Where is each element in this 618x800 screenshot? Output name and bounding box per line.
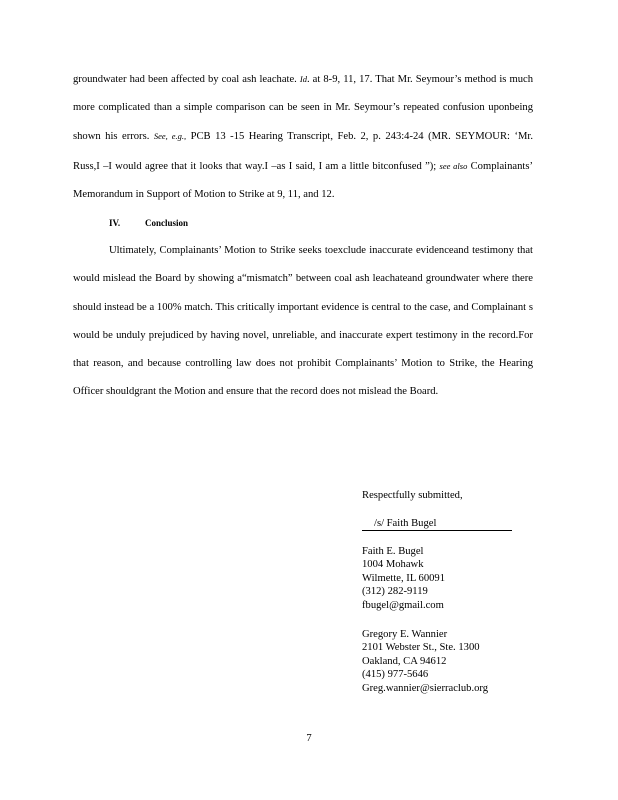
attorney-1-name: Faith E. Bugel — [362, 546, 424, 557]
section-number: IV. — [109, 218, 121, 229]
see-signal: See, e.g., — [153, 131, 187, 142]
attorney-2-name: Gregory E. Wannier — [362, 629, 448, 640]
attorney-2-email: Greg.wannier@sierraclub.org — [362, 682, 489, 694]
attorney-2-street: 2101 Webster St., Ste. 1300 — [362, 642, 480, 654]
signature-line: /s/ Faith Bugel — [362, 517, 512, 531]
attorney-1-street: 1004 Mohawk — [362, 559, 424, 571]
paragraph-1-text-c: PCB 13 -15 Hearing Transcript, Feb. 2, p. 243:4-24 (MR. SEYMOUR: ‘Mr. Russ,I –I would agree that it looks that way.I –as I said, I am a little bitconfused ”); — [73, 131, 533, 172]
page-number: 7 — [306, 733, 312, 744]
closing: Respectfully submitted, — [362, 490, 463, 501]
section-heading — [73, 209, 533, 237]
attorney-1-block — [362, 545, 445, 612]
id-citation: Id — [299, 74, 307, 84]
attorney-2-block — [362, 628, 488, 695]
section-title: Conclusion — [145, 218, 189, 229]
see-also-signal: see also — [439, 160, 468, 171]
paragraph-1-text-b: . at 8-9, 11, 17. That Mr. Seymour’s method is much more complicated than a simple comparison can be seen in Mr. Seymour’s repeated confusion uponbeing shown his errors. — [73, 74, 533, 143]
attorney-2-phone: (415) 977-5646 — [362, 669, 429, 681]
paragraph-1-text-d: Complainants’ Memorandum in Support of Motion to Strike at 9, 11, and 12. — [73, 160, 533, 200]
body-text — [73, 65, 533, 406]
paragraph-1-text-a: groundwater had been affected by coal ash leachate. — [73, 74, 300, 85]
attorney-1-city: Wilmette, IL 60091 — [362, 572, 446, 584]
attorney-1-email: fbugel@gmail.com — [362, 599, 444, 611]
paragraph-1 — [73, 65, 533, 209]
attorney-2-city: Oakland, CA 94612 — [362, 655, 447, 667]
attorney-1-phone: (312) 282-9119 — [362, 586, 428, 598]
paragraph-2: Ultimately, Complainants’ Motion to Strike seeks toexclude inaccurate evidenceand testimony that would mislead the Board by showing a“mismatch” between coal ash leachateand groundwater where there should instead be a 100% match. This critically important evidence is central to the case, and Complainant s would be unduly prejudiced by having novel, unreliable, and inaccurate expert testimony in the record.For that reason, and because controlling law does not prohibit Complainants’ Motion to Strike, the Hearing Officer shouldgrant the Motion and ensure that the record does not mislead the Board. — [73, 245, 533, 398]
